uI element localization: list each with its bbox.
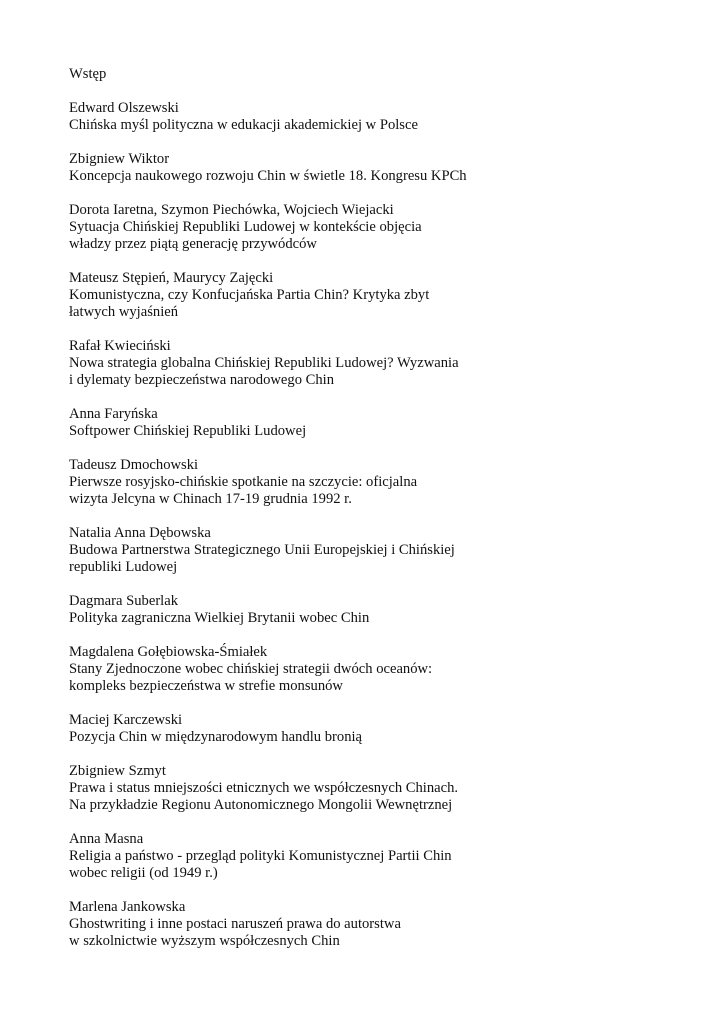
contents-list — [69, 100, 689, 950]
entry-title-line: Pierwsze rosyjsko-chińskie spotkanie na szczycie: oficjalna — [69, 474, 418, 490]
contents-entry — [69, 899, 689, 950]
entry-title-line: Stany Zjednoczone wobec chińskiej strategii dwóch oceanów: — [69, 661, 433, 677]
entry-author: Natalia Anna Dębowska — [69, 525, 211, 541]
entry-title-line: władzy przez piątą generację przywódców — [69, 236, 317, 252]
entry-title-line: Koncepcja naukowego rozwoju Chin w świetle 18. Kongresu KPCh — [69, 168, 467, 184]
contents-entry — [69, 100, 689, 134]
entry-title-line: Religia a państwo - przegląd polityki Komunistycznej Partii Chin — [69, 848, 452, 864]
entry-author: Anna Faryńska — [69, 406, 158, 422]
contents-entry — [69, 151, 689, 185]
contents-entry — [69, 202, 689, 253]
entry-author: Dorota Iaretna, Szymon Piechówka, Wojciech Wiejacki — [69, 202, 394, 218]
entry-title-line: Komunistyczna, czy Konfucjańska Partia Chin? Krytyka zbyt — [69, 287, 430, 303]
entry-author: Marlena Jankowska — [69, 899, 186, 915]
table-of-contents — [69, 66, 689, 967]
contents-entry — [69, 525, 689, 576]
entry-author: Dagmara Suberlak — [69, 593, 179, 609]
entry-title-line: Softpower Chińskiej Republiki Ludowej — [69, 423, 307, 439]
entry-title-line: łatwych wyjaśnień — [69, 304, 179, 320]
entry-title-line: republiki Ludowej — [69, 559, 178, 575]
entry-author: Anna Masna — [69, 831, 144, 847]
entry-author: Tadeusz Dmochowski — [69, 457, 199, 473]
entry-title-line: kompleks bezpieczeństwa w strefie monsunów — [69, 678, 343, 694]
entry-title-line: Sytuacja Chińskiej Republiki Ludowej w kontekście objęcia — [69, 219, 422, 235]
entry-author: Zbigniew Szmyt — [69, 763, 166, 779]
entry-author: Edward Olszewski — [69, 100, 179, 116]
contents-entry — [69, 270, 689, 321]
entry-title-line: Prawa i status mniejszości etnicznych we współczesnych Chinach. — [69, 780, 459, 796]
contents-entry — [69, 831, 689, 882]
entry-title-line: Nowa strategia globalna Chińskiej Republiki Ludowej? Wyzwania — [69, 355, 459, 371]
entry-title-line: Pozycja Chin w międzynarodowym handlu bronią — [69, 729, 363, 745]
entry-title-line: Budowa Partnerstwa Strategicznego Unii Europejskiej i Chińskiej — [69, 542, 455, 558]
contents-entry — [69, 763, 689, 814]
entry-title-line: wizyta Jelcyna w Chinach 17-19 grudnia 1992 r. — [69, 491, 352, 507]
contents-entry — [69, 712, 689, 746]
entry-title-line: Polityka zagraniczna Wielkiej Brytanii wobec Chin — [69, 610, 370, 626]
entry-title-line: w szkolnictwie wyższym współczesnych Chin — [69, 933, 340, 949]
entry-author: Magdalena Gołębiowska-Śmiałek — [69, 644, 268, 660]
entry-title-line: Ghostwriting i inne postaci naruszeń prawa do autorstwa — [69, 916, 401, 932]
contents-entry — [69, 457, 689, 508]
entry-author: Rafał Kwieciński — [69, 338, 171, 354]
contents-entry — [69, 644, 689, 695]
entry-title-line: wobec religii (od 1949 r.) — [69, 865, 218, 881]
contents-heading: Wstęp — [69, 66, 107, 82]
entry-title-line: i dylematy bezpieczeństwa narodowego Chin — [69, 372, 335, 388]
contents-entry — [69, 406, 689, 440]
entry-author: Zbigniew Wiktor — [69, 151, 170, 167]
entry-author: Maciej Karczewski — [69, 712, 183, 728]
entry-author: Mateusz Stępień, Maurycy Zajęcki — [69, 270, 274, 286]
entry-title-line: Chińska myśl polityczna w edukacji akademickiej w Polsce — [69, 117, 418, 133]
contents-entry — [69, 338, 689, 389]
contents-entry — [69, 593, 689, 627]
entry-title-line: Na przykładzie Regionu Autonomicznego Mongolii Wewnętrznej — [69, 797, 453, 813]
